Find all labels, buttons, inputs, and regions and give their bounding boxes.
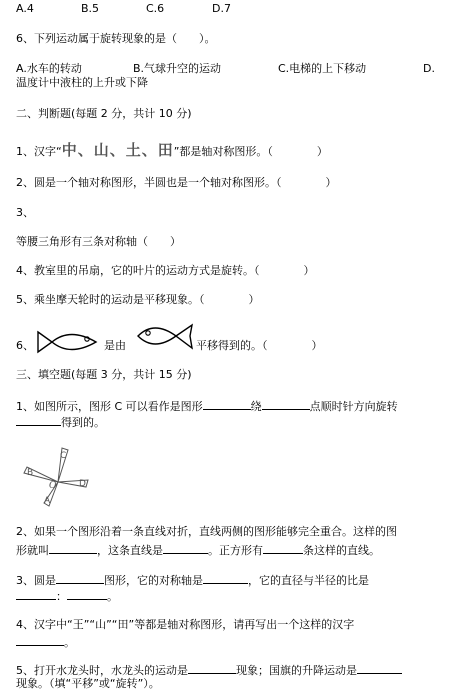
option-b: B.5 [81, 2, 100, 15]
fill-q3-text-b: 图形，它的对称轴是 [104, 574, 203, 587]
judge-q6-suffix: 平移得到的。（ ） [196, 339, 323, 352]
fill-q5-line1 [16, 662, 402, 678]
fill-q1-line1 [16, 398, 398, 414]
rotation-figure [22, 446, 92, 508]
fill-q1-line2 [16, 414, 105, 430]
section-2-title: 二、判断题(每题 2 分，共计 10 分) [16, 107, 192, 120]
judge-q1-suffix: ”都是轴对称图形。（ ） [173, 145, 328, 158]
fill-q5-text-a: 5、打开水龙头时，水龙头的运动是 [16, 664, 188, 677]
choice-q6-option-b: B.气球升空的运动 [133, 62, 222, 75]
fill-q2-text-e: 条这样的直线。 [303, 544, 380, 557]
fill-q1-blank-3[interactable] [16, 414, 61, 426]
option-d: D.7 [212, 2, 231, 15]
fill-q5-text-b: 现象；国旗的升降运动是 [236, 664, 357, 677]
judge-q6-middle: 是由 [104, 339, 126, 352]
choice-q6-options [16, 62, 446, 76]
figure-label-d: D [79, 479, 86, 489]
judge-q3-number: 3、 [16, 206, 34, 219]
fill-q3-text-a: 3、圆是 [16, 574, 56, 587]
judge-q1-characters: 中、山、土、田 [61, 141, 174, 159]
fish-right-icon [136, 322, 194, 352]
fill-q1-text-b: 绕 [250, 400, 262, 413]
fill-q2-blank-2[interactable] [163, 542, 208, 554]
fill-q5-blank-1[interactable] [188, 662, 236, 674]
fill-q3-blank-4[interactable] [67, 588, 107, 600]
fill-q1-blank-1[interactable] [203, 398, 251, 410]
top-options-row [16, 2, 446, 16]
judge-q4: 4、教室里的吊扇，它的叶片的运动方式是旋转。（ ） [16, 264, 315, 277]
fill-q3-text-d: ： [56, 590, 67, 603]
judge-q2: 2、圆是一个轴对称图形，半圆也是一个轴对称图形。（ ） [16, 176, 337, 189]
fill-q2-line1: 2、如果一个图形沿着一条直线对折，直线两侧的图形能够完全重合。这样的图 [16, 525, 397, 538]
fill-q2-blank-3[interactable] [263, 542, 303, 554]
option-c: C.6 [146, 2, 165, 15]
figure-label-o: O [49, 481, 57, 491]
fill-q5-blank-2[interactable] [357, 662, 402, 674]
judge-q1 [16, 143, 328, 159]
fill-q1-blank-2[interactable] [262, 398, 310, 410]
choice-q6-option-a: A.水车的转动 [16, 62, 82, 75]
fish-left-icon [36, 329, 98, 355]
fill-q3-blank-2[interactable] [203, 572, 248, 584]
fill-q4-text-b: 。 [64, 636, 75, 649]
figure-label-c: C [60, 451, 67, 461]
fill-q4-blank-1[interactable] [16, 634, 64, 646]
choice-q6-option-d: D. [423, 62, 435, 75]
judge-q6-number: 6、 [16, 339, 34, 352]
fill-q3-line2 [16, 588, 118, 604]
judge-q5: 5、乘坐摩天轮时的运动是平移现象。（ ） [16, 293, 260, 306]
fill-q5-line2: 现象。（填“平移”或“旋转”）。 [16, 677, 160, 690]
fill-q2-line2 [16, 542, 380, 558]
option-a: A.4 [16, 2, 34, 15]
choice-q6-question: 6、下列运动属于旋转现象的是（ ）。 [16, 32, 216, 45]
fill-q3-blank-3[interactable] [16, 588, 56, 600]
fill-q3-blank-1[interactable] [56, 572, 104, 584]
fill-q1-text-d: 得到的。 [61, 416, 105, 429]
fill-q3-line1 [16, 572, 369, 588]
fill-q3-text-e: 。 [107, 590, 118, 603]
section-3-title: 三、填空题(每题 3 分，共计 15 分) [16, 368, 192, 381]
figure-label-b: B [27, 468, 34, 478]
choice-q6-option-c: C.电梯的上下移动 [278, 62, 367, 75]
judge-q1-prefix: 1、汉字“ [16, 145, 62, 158]
fill-q2-blank-1[interactable] [49, 542, 97, 554]
fill-q2-text-c: ，这条直线是 [97, 544, 163, 557]
fill-q4-line2 [16, 634, 75, 650]
fill-q4-line1: 4、汉字中“王”“山”“田”等都是轴对称图形，请再写出一个这样的汉字 [16, 618, 355, 631]
judge-q3-text: 等腰三角形有三条对称轴（ ） [16, 235, 181, 248]
choice-q6-option-d-text: 温度计中液柱的上升或下降 [16, 76, 148, 89]
fill-q3-text-c: ，它的直径与半径的比是 [248, 574, 369, 587]
fill-q2-text-d: 。正方形有 [208, 544, 263, 557]
figure-label-a: A [44, 496, 51, 506]
fill-q2-text-b: 形就叫 [16, 544, 49, 557]
fill-q1-text-c: 点顺时针方向旋转 [309, 400, 398, 413]
fill-q1-text-a: 1、如图所示，图形 C 可以看作是图形 [16, 400, 203, 413]
